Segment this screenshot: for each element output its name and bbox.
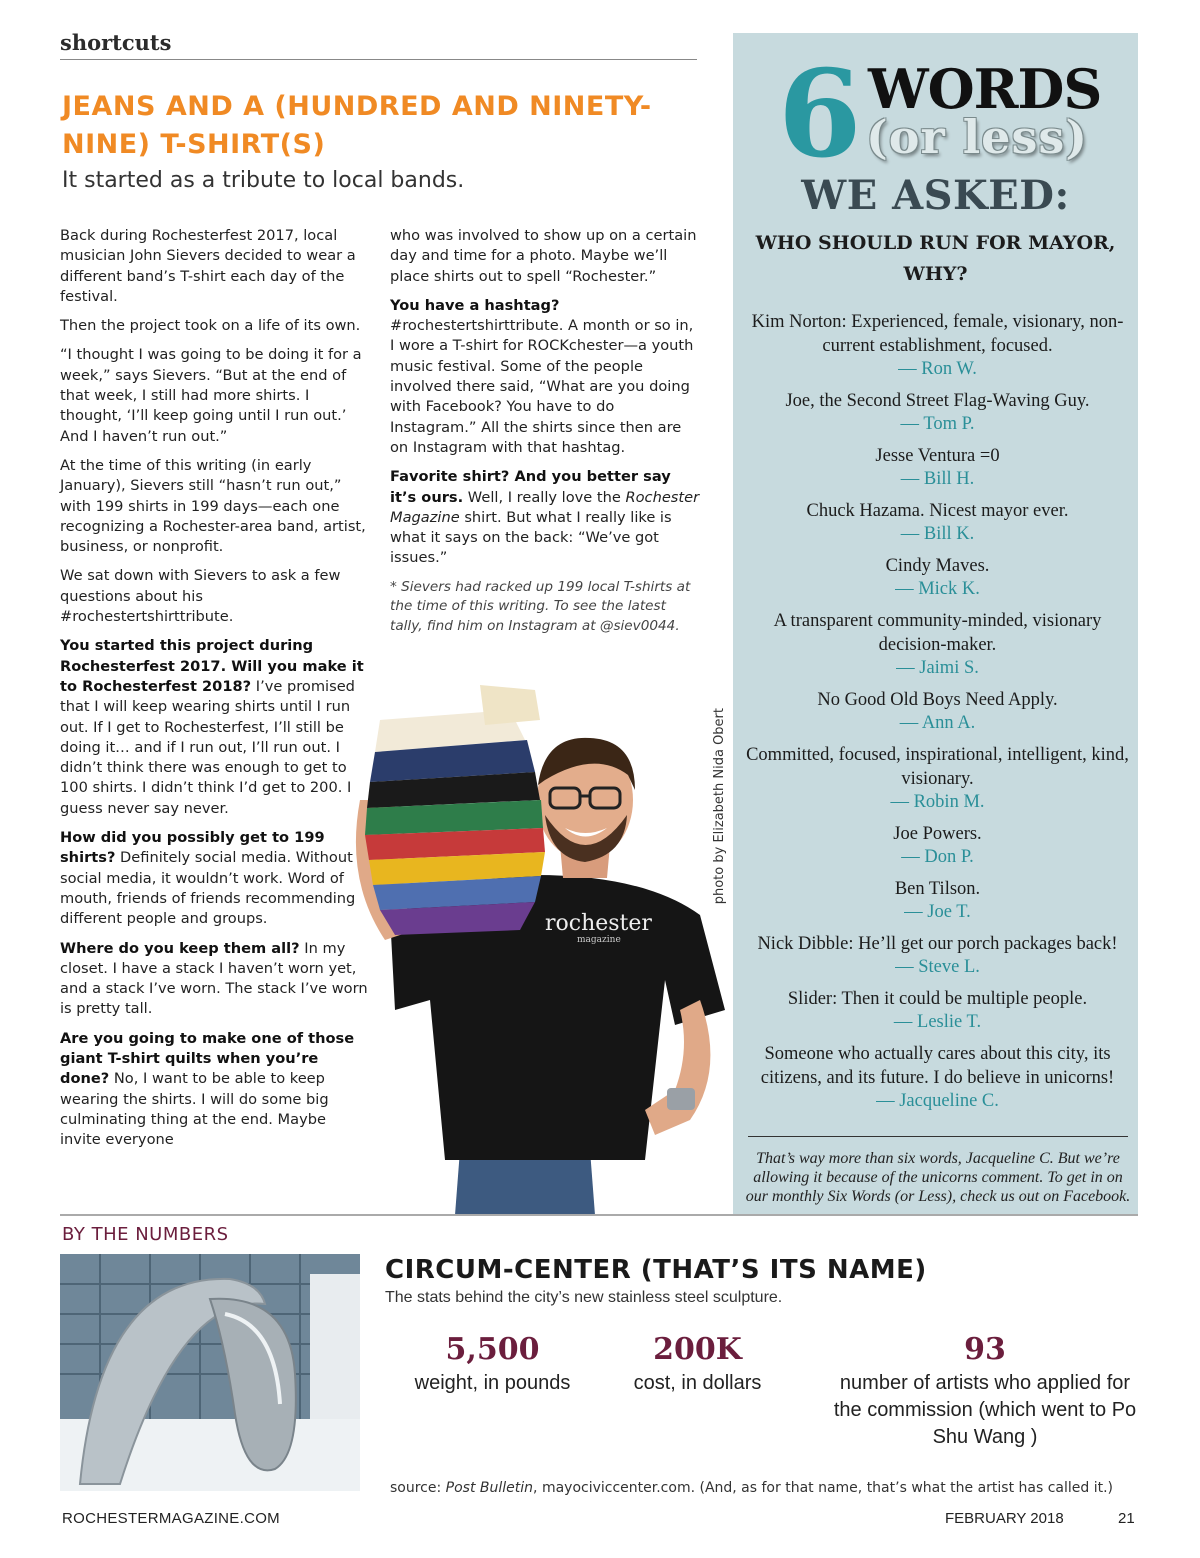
response-author: — Jaimi S. xyxy=(896,658,979,678)
response-text: Ben Tilson. xyxy=(894,879,981,899)
response-item xyxy=(745,444,1130,491)
sidebar-note: That’s way more than six words, Jacqueline C. But we’re allowing it because of the unicorns comment. To get in on our monthly Six Words (or Less), check us out on Facebook. xyxy=(745,1150,1131,1205)
source-note xyxy=(390,1480,1113,1496)
paragraph: Back during Rochesterfest 2017, local musician John Sievers decided to wear a different band’s T-shirt each day of the festival. xyxy=(60,227,356,305)
shirt-logo-sub: magazine xyxy=(577,935,621,945)
photo-credit-text: photo by Elizabeth Nida Obert xyxy=(712,708,727,905)
stat-value: 5,500 xyxy=(445,1332,540,1367)
response-text: Nick Dibble: He’ll get our porch packages back! xyxy=(757,934,1118,954)
qa-block xyxy=(390,467,700,568)
response-author: — Don P. xyxy=(901,847,974,867)
response-item xyxy=(745,554,1130,601)
question: Favorite shirt? And you better say it’s ours. xyxy=(390,468,671,506)
response-item xyxy=(745,688,1130,735)
response-author: — Bill H. xyxy=(900,469,975,489)
response-text: Cindy Maves. xyxy=(885,556,990,576)
circum-center-title: CIRCUM-CENTER (THAT’S ITS NAME) xyxy=(385,1255,927,1285)
paragraph: We sat down with Sievers to ask a few questions about his #rochestertshirttribute. xyxy=(60,567,341,626)
answer: In my closet. I have a stack I haven’t worn yet, and a stack I’ve worn. The stack I’ve worn is pretty tall. xyxy=(60,939,368,1018)
photo-man-with-shirts xyxy=(345,680,740,1215)
sidebar-words-heading: WORDS xyxy=(868,57,1102,121)
response-item xyxy=(745,932,1130,979)
response-item xyxy=(745,743,1130,814)
paragraph: “I thought I was going to be doing it for a week,” says Sievers. “But at the end of that week, I still had more shirts. I thought, ‘I’ll keep going until I run out.’ And I haven’t run out.” xyxy=(60,346,362,445)
question: Are you going to make one of those giant T-shirt quilts when you’re done? xyxy=(60,1029,355,1088)
stat-cost xyxy=(610,1330,785,1397)
footnote: * Sievers had racked up 199 local T-shirts at the time of this writing. To see the latest tally, find him on Instagram at @siev0044. xyxy=(390,578,691,634)
watch xyxy=(667,1088,695,1110)
source-rest: , mayociviccenter.com. (And, as for that name, that’s what the artist has called it.) xyxy=(533,1480,1114,1496)
response-author: — Leslie T. xyxy=(893,1012,982,1032)
response-author: — Bill K. xyxy=(900,524,975,544)
article-column-left xyxy=(60,226,370,1159)
response-text: Jesse Ventura =0 xyxy=(875,446,1000,466)
footer-page-number: 21 xyxy=(1118,1510,1135,1527)
response-text: Someone who actually cares about this city, its citizens, and its future. I do believe in unicorns! xyxy=(760,1044,1115,1088)
footer-date: FEBRUARY 2018 xyxy=(945,1510,1064,1527)
responses-list xyxy=(745,310,1130,1121)
sidebar-rule xyxy=(748,1136,1128,1137)
we-asked-heading: WE ASKED: xyxy=(801,172,1070,219)
photo-credit xyxy=(712,708,730,918)
response-text: Kim Norton: Experienced, female, visionary, non-current establishment, focused. xyxy=(751,312,1124,356)
paragraph: who was involved to show up on a certain day and time for a photo. Maybe we’ll place shirts out to spell “Rochester.” xyxy=(390,227,697,285)
stat-weight xyxy=(395,1330,590,1397)
response-text: Chuck Hazama. Nicest mayor ever. xyxy=(806,501,1069,521)
stat-value: 93 xyxy=(964,1332,1006,1367)
response-text: Joe, the Second Street Flag-Waving Guy. xyxy=(785,391,1090,411)
answer: shirt. But what I really like is what it says on the back: “We’ve got issues.” xyxy=(390,508,672,567)
response-author: — Robin M. xyxy=(890,792,985,812)
source-publication: Post Bulletin xyxy=(445,1480,534,1496)
magazine-name: Rochester Magazine xyxy=(390,488,700,526)
question: How did you possibly get to 199 shirts? xyxy=(60,829,325,867)
response-item xyxy=(745,499,1130,546)
response-item xyxy=(745,822,1130,869)
paragraph: Then the project took on a life of its own. xyxy=(60,317,361,335)
response-author: — Jacqueline C. xyxy=(876,1091,999,1111)
qa-block xyxy=(390,296,700,458)
answer: Well, I really love the xyxy=(463,488,626,506)
section-label: shortcuts xyxy=(60,30,172,55)
stat-artists xyxy=(830,1330,1140,1451)
qa-block xyxy=(60,1029,370,1151)
response-item xyxy=(745,987,1130,1034)
stat-value: 200K xyxy=(653,1332,742,1367)
response-item xyxy=(745,1042,1130,1113)
sidebar-question: WHO SHOULD RUN FOR MAYOR, WHY? xyxy=(755,232,1116,285)
question: You started this project during Rochesterfest 2017. Will you make it to Rochesterfest 2018? xyxy=(60,637,364,695)
source-prefix: source: xyxy=(390,1480,446,1496)
response-text: Joe Powers. xyxy=(893,824,982,844)
sidebar-or-less: (or less) xyxy=(866,110,1088,164)
response-author: — Tom P. xyxy=(900,414,975,434)
response-item xyxy=(745,389,1130,436)
article-column-right xyxy=(390,226,700,645)
header-rule xyxy=(60,59,697,60)
answer: I’ve promised that I will keep wearing shirts until I run out. If I get to Rochesterfest, I’ll still be doing it… and if I run out, I’ll run out. I didn’t think there was enough to get to 100 shirts. I didn’t think I’d get to 200. I guess never say never. xyxy=(60,677,355,817)
response-text: Committed, focused, inspirational, intelligent, kind, visionary. xyxy=(746,745,1129,789)
question: You have a hashtag? xyxy=(390,296,560,314)
article-title: JEANS AND A (HUNDRED AND NINETY-NINE) T-SHIRT(S) xyxy=(62,91,652,160)
response-text: A transparent community-minded, visionary decision-maker. xyxy=(773,611,1102,655)
answer: No, I want to be able to keep wearing the shirts. I will do some big culminating thing at the end. Maybe invite everyone xyxy=(60,1070,329,1149)
paragraph: At the time of this writing (in early January), Sievers still “hasn’t run out,” with 199 shirts in 199 days—each one recognizing a Rochester-area band, artist, business, or nonprofit. xyxy=(60,456,366,556)
response-text: No Good Old Boys Need Apply. xyxy=(817,690,1058,710)
article-deck: It started as a tribute to local bands. xyxy=(62,168,465,193)
response-author: — Ron W. xyxy=(898,359,977,379)
footer-website: ROCHESTERMAGAZINE.COM xyxy=(62,1510,280,1527)
response-author: — Mick K. xyxy=(895,579,980,599)
shirt-logo: rochester xyxy=(545,911,652,936)
response-item xyxy=(745,877,1130,924)
response-author: — Ann A. xyxy=(899,713,976,733)
stat-label: cost, in dollars xyxy=(633,1372,762,1394)
circum-center-deck: The stats behind the city’s new stainless steel sculpture. xyxy=(385,1289,783,1306)
qa-block xyxy=(60,828,370,929)
by-the-numbers-label: BY THE NUMBERS xyxy=(62,1224,229,1245)
answer: Definitely social media. Without social media, it wouldn’t work. Word of mouth, friends of friends recommending different people and groups. xyxy=(60,849,356,928)
stat-label: number of artists who applied for the commission (which went to Po Shu Wang ) xyxy=(833,1372,1137,1448)
section-divider xyxy=(60,1214,1138,1216)
response-item xyxy=(745,609,1130,680)
qa-block xyxy=(60,636,370,819)
response-item xyxy=(745,310,1130,381)
answer: #rochestertshirttribute. A month or so in, I wore a T-shirt for ROCKchester—a youth music festival. Some of the people involved there said, “What are you doing with Facebook? You have to do Instagram.” All the shirts since then are on Instagram with that hashtag. xyxy=(390,317,694,456)
sculpture-photo xyxy=(60,1254,360,1491)
response-author: — Joe T. xyxy=(904,902,971,922)
stat-label: weight, in pounds xyxy=(414,1372,571,1394)
qa-block xyxy=(60,939,370,1020)
response-author: — Steve L. xyxy=(895,957,980,977)
response-text: Slider: Then it could be multiple people. xyxy=(787,989,1088,1009)
question: Where do you keep them all? xyxy=(60,939,300,957)
big-six-numeral: 6 xyxy=(778,44,862,185)
